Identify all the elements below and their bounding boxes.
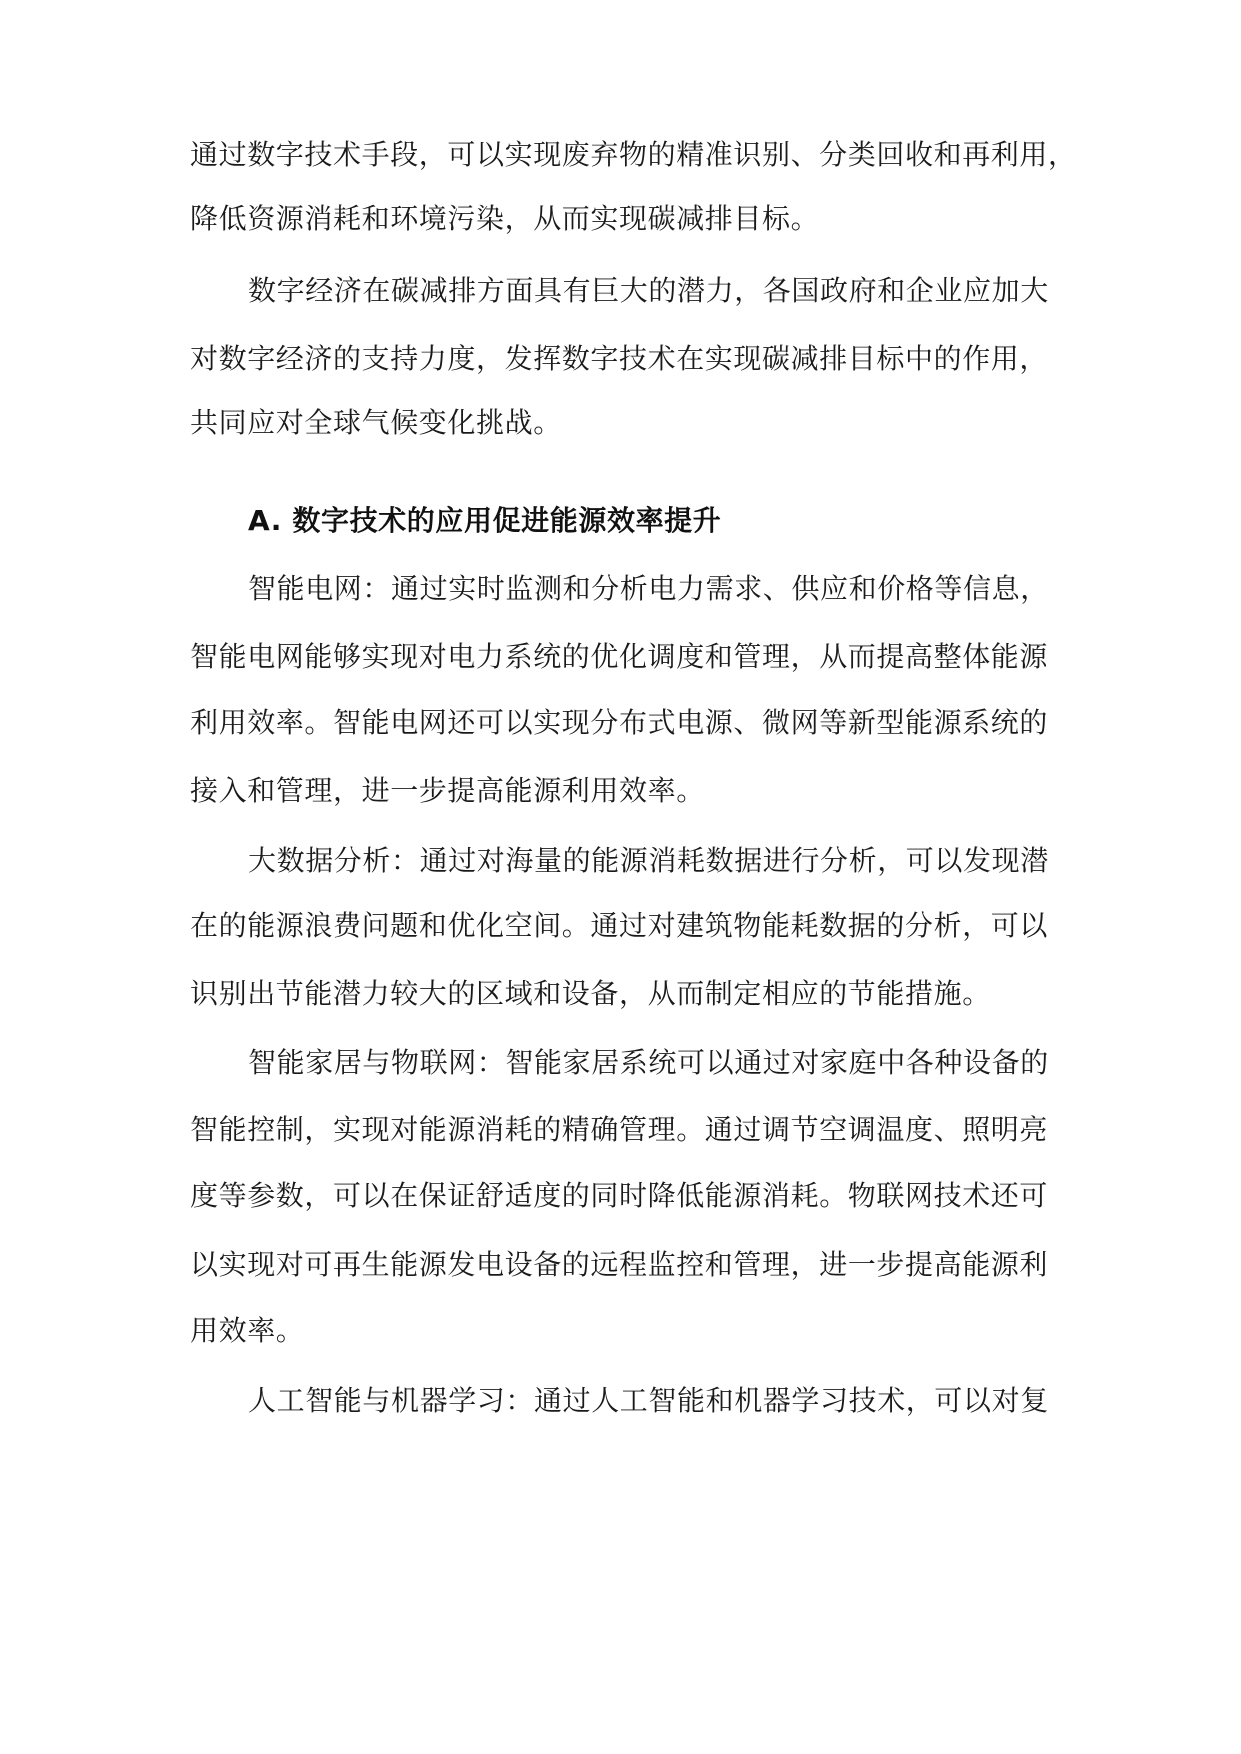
paragraph-line: 用效率。 — [190, 1314, 305, 1347]
paragraph-line: 接入和管理，进一步提高能源利用效率。 — [190, 774, 705, 807]
paragraph-line: 智能家居与物联网：智能家居系统可以通过对家庭中各种设备的 — [248, 1046, 1049, 1079]
paragraph-line: 智能电网能够实现对电力系统的优化调度和管理，从而提高整体能源 — [190, 640, 1049, 673]
paragraph-line: 以实现对可再生能源发电设备的远程监控和管理，进一步提高能源利 — [190, 1248, 1049, 1281]
paragraph-line: 度等参数，可以在保证舒适度的同时降低能源消耗。物联网技术还可 — [190, 1179, 1049, 1212]
paragraph-line: 智能电网：通过实时监测和分析电力需求、供应和价格等信息， — [248, 572, 1049, 605]
paragraph-line: 降低资源消耗和环境污染，从而实现碳减排目标。 — [190, 202, 820, 235]
paragraph-line: 通过数字技术手段，可以实现废弃物的精准识别、分类回收和再利用， — [190, 138, 1077, 171]
paragraph-line: 识别出节能潜力较大的区域和设备，从而制定相应的节能措施。 — [190, 977, 991, 1010]
paragraph-line: 大数据分析：通过对海量的能源消耗数据进行分析，可以发现潜 — [248, 844, 1049, 877]
paragraph-line: 人工智能与机器学习：通过人工智能和机器学习技术，可以对复 — [248, 1384, 1049, 1417]
paragraph-line: 在的能源浪费问题和优化空间。通过对建筑物能耗数据的分析，可以 — [190, 909, 1049, 942]
paragraph-line: 数字经济在碳减排方面具有巨大的潜力，各国政府和企业应加大 — [248, 274, 1049, 307]
paragraph-line: 共同应对全球气候变化挑战。 — [190, 406, 562, 439]
paragraph-line: 对数字经济的支持力度，发挥数字技术在实现碳减排目标中的作用， — [190, 342, 1049, 375]
section-heading: A. 数字技术的应用促进能源效率提升 — [248, 504, 722, 537]
paragraph-line: 智能控制，实现对能源消耗的精确管理。通过调节空调温度、照明亮 — [190, 1113, 1049, 1146]
paragraph-line: 利用效率。智能电网还可以实现分布式电源、微网等新型能源系统的 — [190, 706, 1049, 739]
